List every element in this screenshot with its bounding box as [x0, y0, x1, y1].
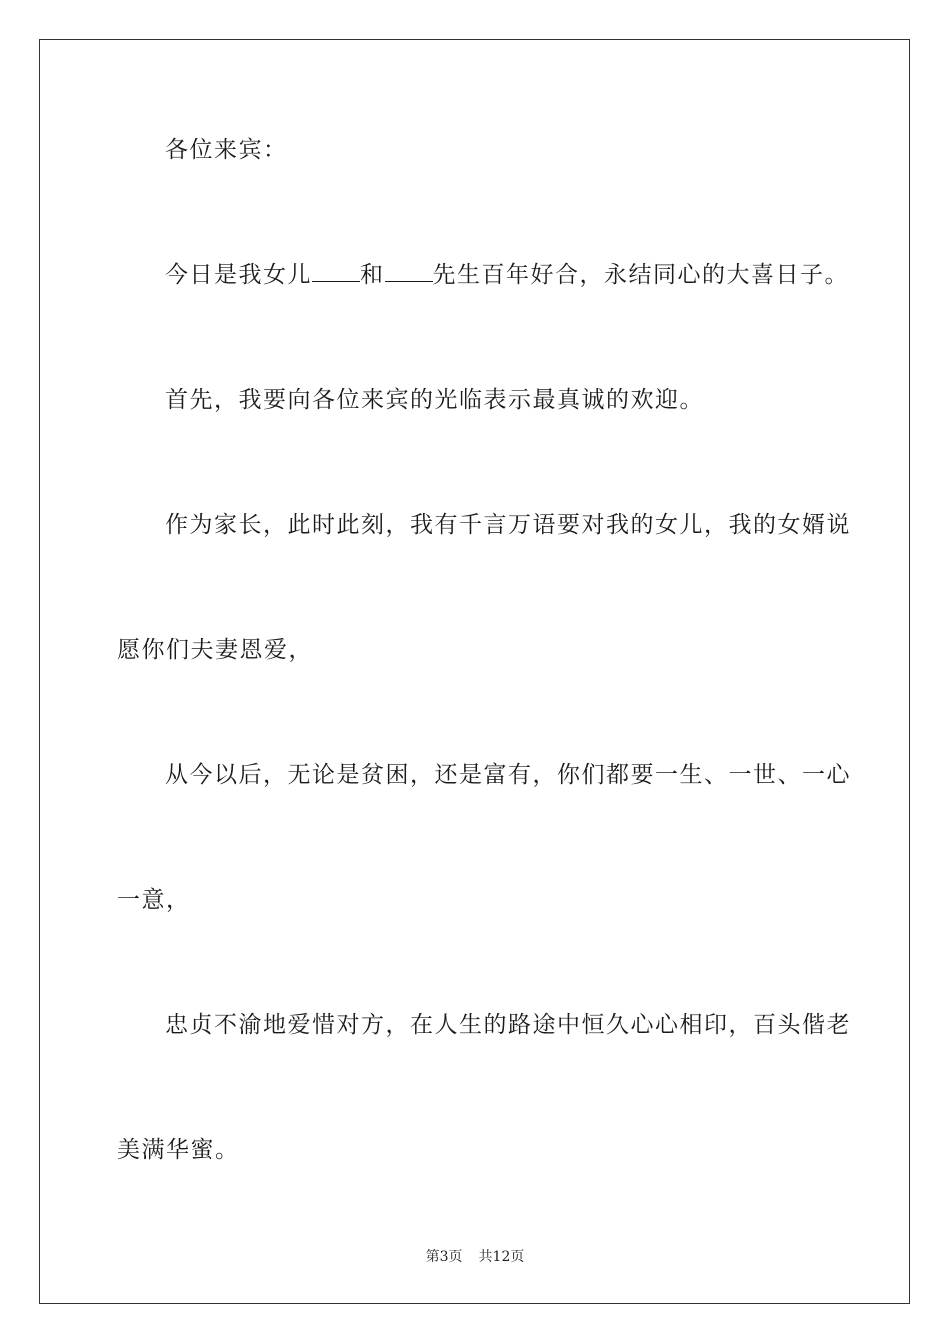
paragraph-wedding-announcement: [165, 260, 881, 290]
bride-name-blank: [312, 261, 360, 282]
text-segment: 今日是我女儿: [165, 262, 312, 288]
page-footer: [0, 1248, 950, 1266]
salutation: 各位来宾：: [165, 137, 288, 163]
text-segment: 和: [360, 262, 385, 288]
paragraph-vows-line1: 从今以后，无论是贫困，还是富有，你们都要一生、一世、一心: [165, 762, 851, 788]
paragraph-welcome: 首先，我要向各位来宾的光临表示最真诚的欢迎。: [165, 387, 704, 413]
paragraph-parent-words-line2: 愿你们夫妻恩爱，: [117, 637, 313, 663]
paragraph-blessing-line1: 忠贞不渝地爱惜对方，在人生的路途中恒久心心相印，百头偕老: [165, 1012, 851, 1038]
page-border: [39, 39, 910, 1304]
page-number: 第3页: [425, 1249, 463, 1265]
paragraph-parent-words-line1: 作为家长，此时此刻，我有千言万语要对我的女儿，我的女婿说: [165, 512, 851, 538]
paragraph-blessing-line2: 美满华蜜。: [117, 1137, 240, 1163]
text-segment: 先生百年好合，永结同心的大喜日子。: [432, 262, 849, 288]
page-total: 共12页: [478, 1249, 525, 1265]
paragraph-vows-line2: 一意，: [117, 887, 191, 913]
groom-name-blank: [385, 261, 433, 282]
